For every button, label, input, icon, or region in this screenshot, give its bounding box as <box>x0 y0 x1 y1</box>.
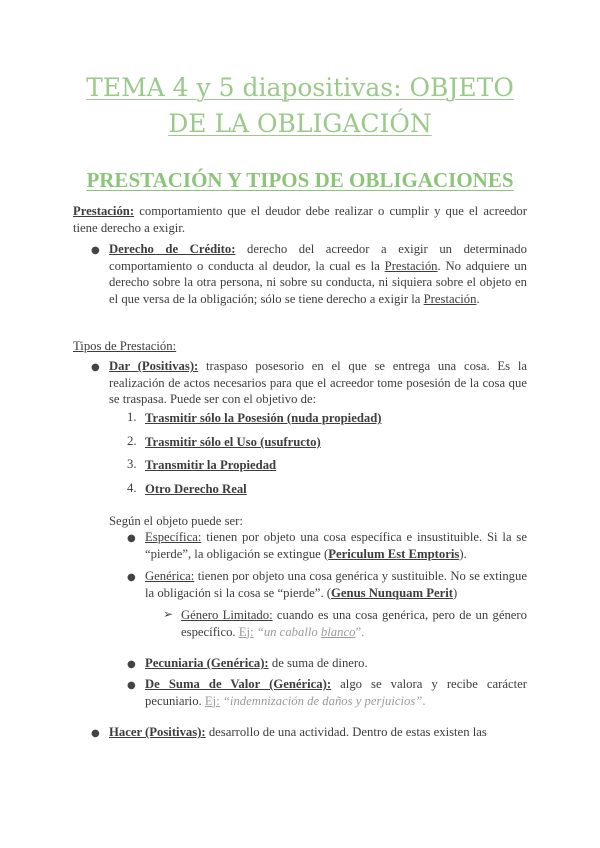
document-title: TEMA 4 y 5 diapositivas: OBJETO DE LA OBLIGACIÓN <box>86 73 514 138</box>
list-number: 3. <box>127 457 137 471</box>
list-item: Trasmitir sólo el Uso (usufructo) <box>145 435 321 449</box>
tipos-heading: Tipos de Prestación: <box>73 339 177 353</box>
bullet-icon: ● <box>91 362 100 373</box>
especifica-item: Específica: tienen por objeto una cosa específica e insustituible. Si la se “pierde”, la obligación se extingue (Periculum Est Emptoris). <box>145 530 527 561</box>
genero-limitado-item: Género Limitado: cuando es una cosa genérica, pero de un género específico. Ej: “un caballo blanco”. <box>181 608 527 639</box>
list-item: Transmitir la Propiedad <box>145 458 277 472</box>
pecuniaria-item: Pecuniaria (Genérica): de suma de dinero. <box>145 656 368 670</box>
list-item: Otro Derecho Real <box>145 482 247 496</box>
bullet-icon: ● <box>127 659 136 670</box>
bullet-icon: ● <box>127 533 136 544</box>
section-heading: PRESTACIÓN Y TIPOS DE OBLIGACIONES <box>86 168 514 192</box>
generica-item: Genérica: tienen por objeto una cosa genérica y sustituible. No se extingue la obligación si la cosa se “pierde”. (Genus Nunquam Perit) <box>145 569 527 600</box>
bullet-icon: ● <box>91 728 100 739</box>
list-item: Trasmitir sólo la Posesión (nuda propiedad) <box>145 411 382 425</box>
hacer-item: Hacer (Positivas): desarrollo de una actividad. Dentro de estas existen las <box>109 725 487 739</box>
dar-item: Dar (Positivas): traspaso posesorio en el que se entrega una cosa. Es la realización de actos necesarios para que el acreedor tome posesión de la cosa que se traspasa. Puede ser con el objetivo de: <box>109 359 528 406</box>
bullet-icon: ● <box>127 680 136 691</box>
prestacion-paragraph: Prestación: comportamiento que el deudor debe realizar o cumplir y que el acreedor tiene derecho a exigir. <box>73 204 527 235</box>
list-number: 2. <box>127 434 137 448</box>
bullet-icon: ● <box>91 245 100 256</box>
bullet-icon: ● <box>127 572 136 583</box>
list-number: 1. <box>127 410 137 424</box>
suma-valor-item: De Suma de Valor (Genérica): algo se valora y recibe carácter pecuniario. Ej: “indemnización de daños y perjuicios”. <box>145 677 528 708</box>
arrow-bullet-icon: ➢ <box>163 607 174 621</box>
derecho-credito-item: Derecho de Crédito: derecho del acreedor a exigir un determinado comportamiento o conducta al deudor, la cual es la Prestación. No adquiere un derecho sobre la otra persona, ni sobre su conducta, ni siquiera sobre el objeto en el que versa de la obligación; sólo se tiene derecho a exigir la Prestación. <box>109 242 527 306</box>
segun-text: Según el objeto puede ser: <box>109 514 243 528</box>
list-number: 4. <box>127 481 137 495</box>
